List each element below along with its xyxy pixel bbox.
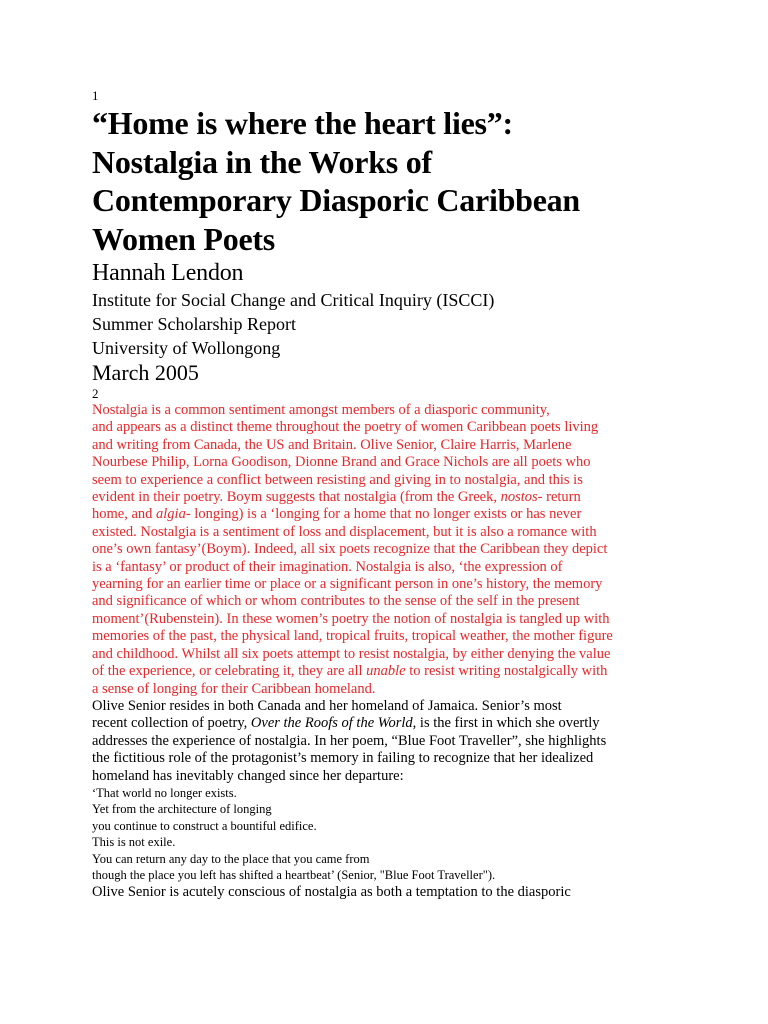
italic-term: nostos	[500, 489, 538, 506]
title-line: Women Poets	[92, 220, 275, 257]
body-line: the fictitious role of the protagonist’s memory in failing to recognize that her idealized	[92, 750, 594, 767]
line-text: of the experience, or celebrating it, they are all	[92, 663, 367, 680]
senior-paragraph	[92, 698, 652, 785]
body-line: and appears as a distinct theme throughout the poetry of women Caribbean poets living	[92, 419, 599, 436]
author-name: Hannah Lendon	[92, 260, 244, 286]
poem-line: though the place you left has shifted a heartbeat’ (Senior, "Blue Foot Traveller").	[92, 867, 496, 882]
body-line: seem to experience a conflict between resisting and giving in to nostalgia, and this is	[92, 471, 583, 488]
poem-line: ‘That world no longer exists.	[92, 785, 237, 800]
line-text: - longing) is a ‘longing for a home that no longer exists or has never	[185, 506, 582, 523]
poem-line: This is not exile.	[92, 835, 176, 850]
body-line	[92, 715, 652, 732]
body-line: addresses the experience of nostalgia. In her poem, “Blue Foot Traveller”, she highlights	[92, 732, 607, 749]
body-line: Olive Senior resides in both Canada and her homeland of Jamaica. Senior’s most	[92, 697, 562, 714]
body-line: and writing from Canada, the US and Britain. Olive Senior, Claire Harris, Marlene	[92, 436, 572, 453]
line-text: - return	[537, 489, 581, 506]
document-title	[92, 104, 652, 258]
poem-quote	[92, 785, 652, 883]
italic-term: algia	[156, 506, 186, 523]
body-line: is a ‘fantasy’ or product of their imagination. Nostalgia is also, ‘the expression of	[92, 558, 563, 575]
university-name: University of Wollongong	[92, 338, 281, 358]
poem-line: Yet from the architecture of longing	[92, 802, 272, 817]
title-line: Contemporary Diasporic Caribbean	[92, 182, 580, 218]
body-line: a sense of longing for their Caribbean homeland.	[92, 680, 376, 697]
body-line	[92, 663, 652, 680]
body-line: memories of the past, the physical land, tropical fruits, tropical weather, the mother figure	[92, 628, 613, 645]
report-type: Summer Scholarship Report	[92, 314, 296, 334]
body-line	[92, 489, 652, 506]
body-line: moment’(Rubenstein). In these women’s poetry the notion of nostalgia is tangled up with	[92, 610, 610, 627]
italic-term: unable	[366, 663, 406, 680]
body-line: yearning for an earlier time or place or a significant person in one’s history, the memory	[92, 576, 603, 593]
body-line: homeland has inevitably changed since her departure:	[92, 767, 404, 784]
body-line: existed. Nostalgia is a sentiment of loss and displacement, but it is also a romance with	[92, 523, 597, 540]
line-text: to resist writing nostalgically with	[405, 663, 608, 680]
affiliation-block	[92, 288, 652, 360]
line-text: evident in their poetry. Boym suggests that nostalgia (from the Greek,	[92, 489, 501, 506]
body-line: Nostalgia is a common sentiment amongst members of a diasporic community,	[92, 402, 550, 418]
line-text: , is the first in which she overtly	[412, 715, 600, 732]
page-number-1: 1	[92, 88, 99, 103]
body-line: and childhood. Whilst all six poets attempt to resist nostalgia, by either denying the value	[92, 645, 611, 662]
title-line: Nostalgia in the Works of	[92, 143, 432, 180]
poem-line: You can return any day to the place that you came from	[92, 851, 370, 866]
poem-line: you continue to construct a bountiful edifice.	[92, 818, 317, 833]
line-text: home, and	[92, 506, 157, 523]
body-line: Olive Senior is acutely conscious of nostalgia as both a temptation to the diasporic	[92, 884, 571, 901]
institute-name: Institute for Social Change and Critical Inquiry (ISCCI)	[92, 290, 495, 310]
body-line: Nourbese Philip, Lorna Goodison, Dionne Brand and Grace Nichols are all poets who	[92, 454, 591, 471]
italic-term: Over the Roofs of the World	[250, 715, 413, 732]
page-number-2: 2	[92, 386, 99, 401]
intro-paragraph	[92, 402, 652, 698]
body-line: one’s own fantasy’(Boym). Indeed, all six poets recognize that the Caribbean they depict	[92, 541, 608, 558]
publication-date: March 2005	[92, 360, 199, 385]
document-page	[92, 88, 652, 901]
line-text: recent collection of poetry,	[92, 715, 251, 732]
body-line	[92, 506, 652, 523]
title-line: “Home is where the heart lies”:	[92, 105, 513, 141]
body-line: and significance of which or whom contributes to the sense of the self in the present	[92, 593, 580, 610]
